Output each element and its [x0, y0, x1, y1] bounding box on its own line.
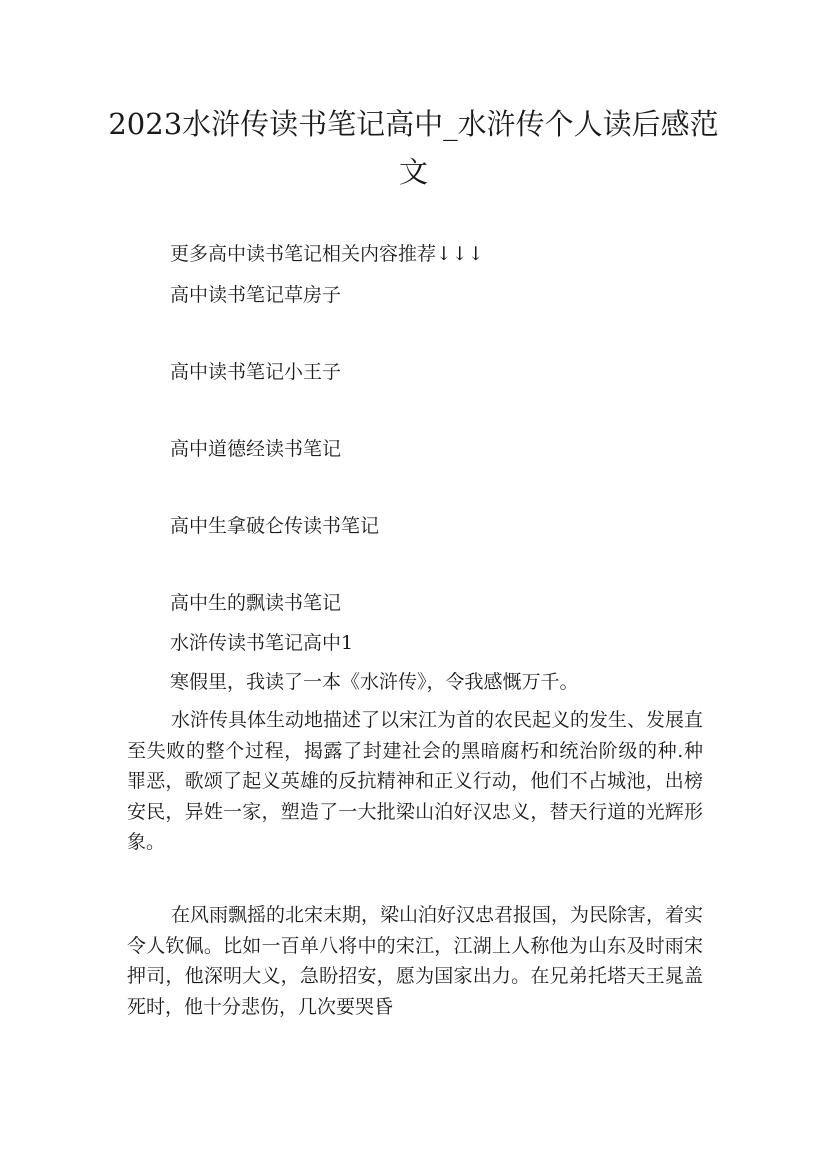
recommend-heading: 更多高中读书笔记相关内容推荐↓↓↓	[170, 243, 484, 265]
paragraph-summary: 水浒传具体生动地描述了以宋江为首的农民起义的发生、发展直至失败的整个过程，揭露了封建社会的黑暗腐朽和统治阶级的种.种罪恶，歌颂了起义英雄的反抗精神和正义行动，他们不占城池，出榜安民，异姓一家，塑造了一大批梁山泊好汉忠义，替天行道的光辉形象。	[127, 709, 704, 853]
document-title: 2023水浒传读书笔记高中_水浒传个人读后感范文	[108, 107, 719, 189]
paragraph-intro: 寒假里，我读了一本《水浒传》，令我感慨万千。	[170, 671, 579, 693]
section-heading: 水浒传读书笔记高中1	[170, 632, 354, 654]
related-link-napolun[interactable]: 高中生拿破仑传读书笔记	[170, 515, 380, 537]
related-link-daodejing[interactable]: 高中道德经读书笔记	[170, 438, 342, 460]
related-link-xiaowangzi[interactable]: 高中读书笔记小王子	[170, 361, 342, 383]
related-link-piao[interactable]: 高中生的飘读书笔记	[170, 592, 342, 614]
paragraph-songjiang: 在风雨飘摇的北宋末期，梁山泊好汉忠君报国，为民除害，着实令人钦佩。比如一百单八将中的宋江，江湖上人称他为山东及时雨宋押司，他深明大义，急盼招安，愿为国家出力。在兄弟托塔天王晁盖死时，他十分悲伤，几次要哭昏	[127, 904, 704, 1018]
related-link-caofangzi[interactable]: 高中读书笔记草房子	[170, 284, 342, 306]
